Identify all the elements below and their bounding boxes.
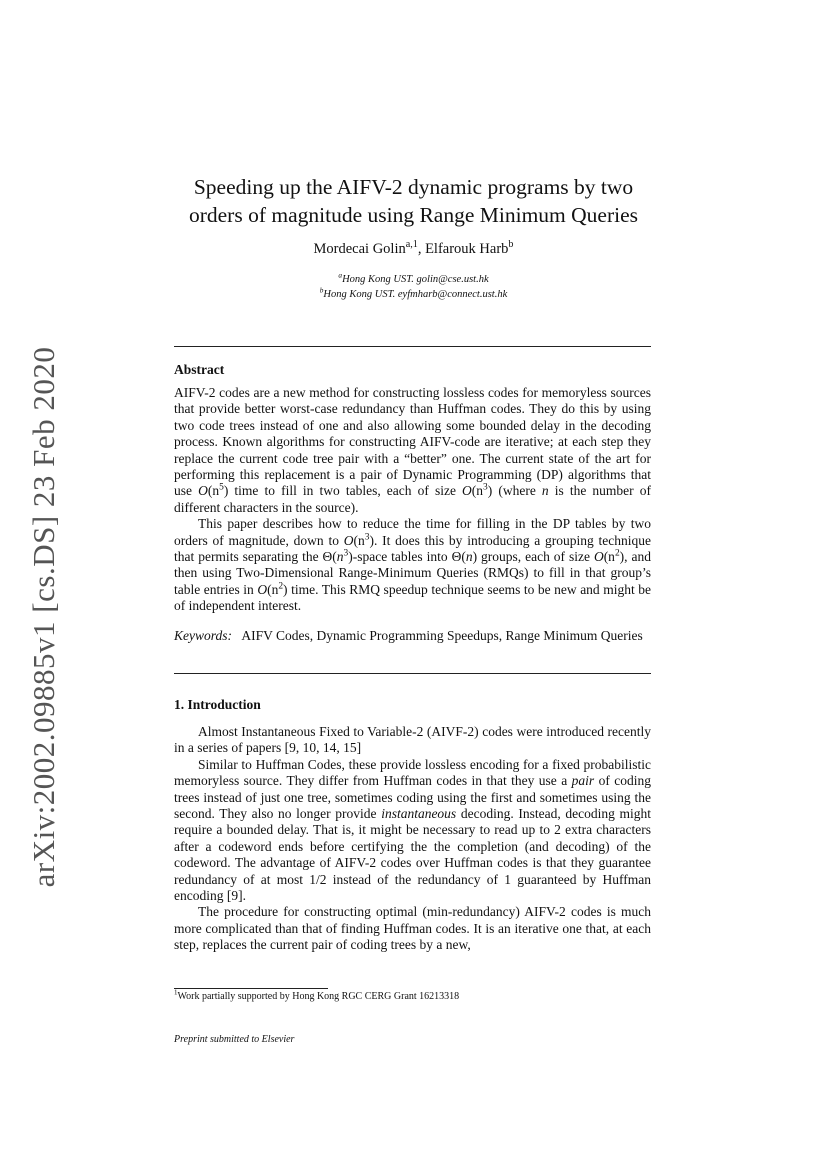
keywords: [174, 628, 651, 644]
affiliations: [150, 272, 677, 302]
abstract-p2-math-4b: (n: [603, 549, 615, 565]
arxiv-identifier: arXiv:2002.09885v1 [cs.DS] 23 Feb 2020: [26, 346, 61, 888]
abstract-paragraph-1: [174, 385, 651, 516]
affiliation-a-mark: a: [338, 270, 343, 280]
abstract-p1-math-1c: ): [223, 483, 229, 499]
author-golin-marks: a,1: [405, 239, 418, 251]
abstract-p1-text-c: (where: [492, 483, 542, 499]
intro-p2-text-c: decoding. Instead, decoding might require a bounded delay. That is, it might be necessary to read up to 2 extra characters after a codeword ends before certifying the the completion (and decoding) of the codeword. The advantage of AIFV-2 codes over Huffman codes is that they guarantee redundancy of at most 1/2 instead of the redundancy of 1 guaranteed by Huffman encoding [9].: [174, 806, 651, 904]
affiliation-b-mark: b: [319, 285, 324, 295]
title-line-2: orders of magnitude using Range Minimum Queries: [188, 203, 639, 227]
abstract-p1-math-1: O: [198, 483, 208, 499]
abstract-p2-math-5c: ): [283, 581, 288, 597]
intro-paragraph-3: The procedure for constructing optimal (min-redundancy) AIFV-2 codes is much more complicated than that of finding Huffman codes. It is an iterative one that, at each step, replaces the current pair of coding trees by a new,: [174, 904, 651, 953]
intro-p2-text-a: Similar to Huffman Codes, these provide lossless encoding for a fixed probabilistic memoryless source. They differ from Huffman codes in that they use a: [174, 756, 651, 789]
abstract-body: [174, 385, 651, 615]
title-line-1: Speeding up the AIFV-2 dynamic programs by two: [193, 175, 634, 199]
paper-title: [150, 173, 677, 229]
abstract-p2-math-4-sup: 2: [614, 548, 620, 559]
intro-p2-emph-pair: pair: [571, 773, 595, 789]
abstract-p2-math-2: n: [336, 549, 344, 565]
author-separator: ,: [417, 241, 426, 257]
introduction-body: [174, 724, 651, 954]
abstract-paragraph-2: [174, 516, 651, 614]
author-list: [150, 241, 677, 258]
abstract-p1-math-2b: (n: [471, 483, 484, 499]
affiliation-b: [150, 287, 677, 302]
affiliation-a: [150, 272, 677, 287]
affiliation-a-text: Hong Kong UST. golin@cse.ust.hk: [342, 274, 489, 285]
abstract-p2-math-4c: ): [619, 549, 625, 565]
author-harb-marks: b: [508, 239, 514, 251]
abstract-heading: Abstract: [174, 362, 225, 377]
abstract-p2-math-2-sup: 3: [343, 548, 349, 559]
arxiv-sidebar-stamp: [14, 346, 74, 888]
abstract-p2-text-e: , and then using Two-Dimensional Range-Minimum Queries (RMQs) to fill in that group’s table entries in: [174, 549, 651, 597]
abstract-p2-math-1: O: [343, 532, 354, 548]
abstract-p2-math-4: O: [593, 549, 604, 565]
section-heading-introduction: 1. Introduction: [174, 697, 261, 712]
abstract-p2-math-1b: (n: [353, 532, 365, 548]
footnote-rule: [174, 988, 328, 989]
intro-p2-emph-instantaneous: instantaneous: [381, 806, 457, 822]
footnote: [174, 988, 651, 1002]
abstract-p1-math-2-sup: 3: [483, 482, 488, 493]
abstract-p2-text-a: This paper describes how to reduce the time for filling in the DP tables by two orders of magnitude, down to: [174, 516, 651, 548]
abstract-p1-math-2c: ): [487, 483, 493, 499]
intro-p2-text-b: of coding trees instead of just one tree, sometimes coding using the first and sometimes using the second. They also no longer provide: [174, 773, 651, 822]
preprint-notice: Preprint submitted to Elsevier: [174, 1034, 295, 1045]
abstract-p2-math-3: n: [465, 549, 473, 565]
abstract-p2-math-5b: (n: [267, 581, 279, 597]
abstract-p1-math-3: n: [541, 483, 549, 499]
abstract-p2-text-b: . It does this by introducing a grouping technique that permits separating the Θ(: [174, 532, 652, 565]
abstract-p2-math-1c: ): [369, 532, 374, 548]
affiliation-b-text: Hong Kong UST. eyfmharb@connect.ust.hk: [323, 289, 508, 300]
abstract-p1-text-a: AIFV-2 codes are a new method for constructing lossless codes for memoryless sources that provide better worst-case redundancy than Huffman codes. They do this by using two code trees instead of one and also allowing some bounded delay in the decoding process. Known algorithms for constructing AIFV-code are iterative; at each step they replace the current code tree pair with a “better” one. The current state of the art for performing this replacement is a pair of Dynamic Programming (DP) algorithms that use: [174, 385, 651, 499]
abstract-top-rule: [174, 346, 651, 347]
abstract-bottom-rule: [174, 673, 651, 674]
abstract-p2-text-f: time. This RMQ speedup technique seems to be new and might be of independent interest.: [174, 581, 651, 614]
abstract-p1-text-b: time to fill in two tables, each of size: [228, 483, 463, 499]
abstract-p2-text-c: )-space tables into Θ(: [348, 549, 466, 565]
intro-paragraph-1: Almost Instantaneous Fixed to Variable-2 (AIVF-2) codes were introduced recently in a series of papers [9, 10, 14, 15]: [174, 724, 651, 756]
abstract-p1-math-2: O: [462, 483, 472, 499]
abstract-p1-math-1b: (n: [207, 483, 220, 499]
footnote-mark: 1: [174, 988, 178, 997]
author-harb: Elfarouk Harb: [425, 241, 509, 257]
footnote-text: Work partially supported by Hong Kong RGC CERG Grant 16213318: [177, 991, 460, 1002]
author-golin: Mordecai Golin: [313, 241, 406, 257]
abstract-p1-math-1-sup: 5: [219, 482, 224, 493]
abstract-p2-math-1-sup: 3: [364, 532, 370, 543]
abstract-p2-math-5: O: [257, 581, 268, 597]
keywords-label: Keywords:: [174, 628, 232, 643]
keywords-list: AIFV Codes, Dynamic Programming Speedups, Range Minimum Queries: [241, 628, 643, 643]
abstract-p2-text-d: ) groups, each of size: [472, 549, 594, 565]
intro-paragraph-2: [174, 757, 651, 905]
abstract-p2-math-5-sup: 2: [278, 581, 284, 592]
abstract-p1-text-d: is the number of different characters in the source).: [174, 483, 651, 515]
